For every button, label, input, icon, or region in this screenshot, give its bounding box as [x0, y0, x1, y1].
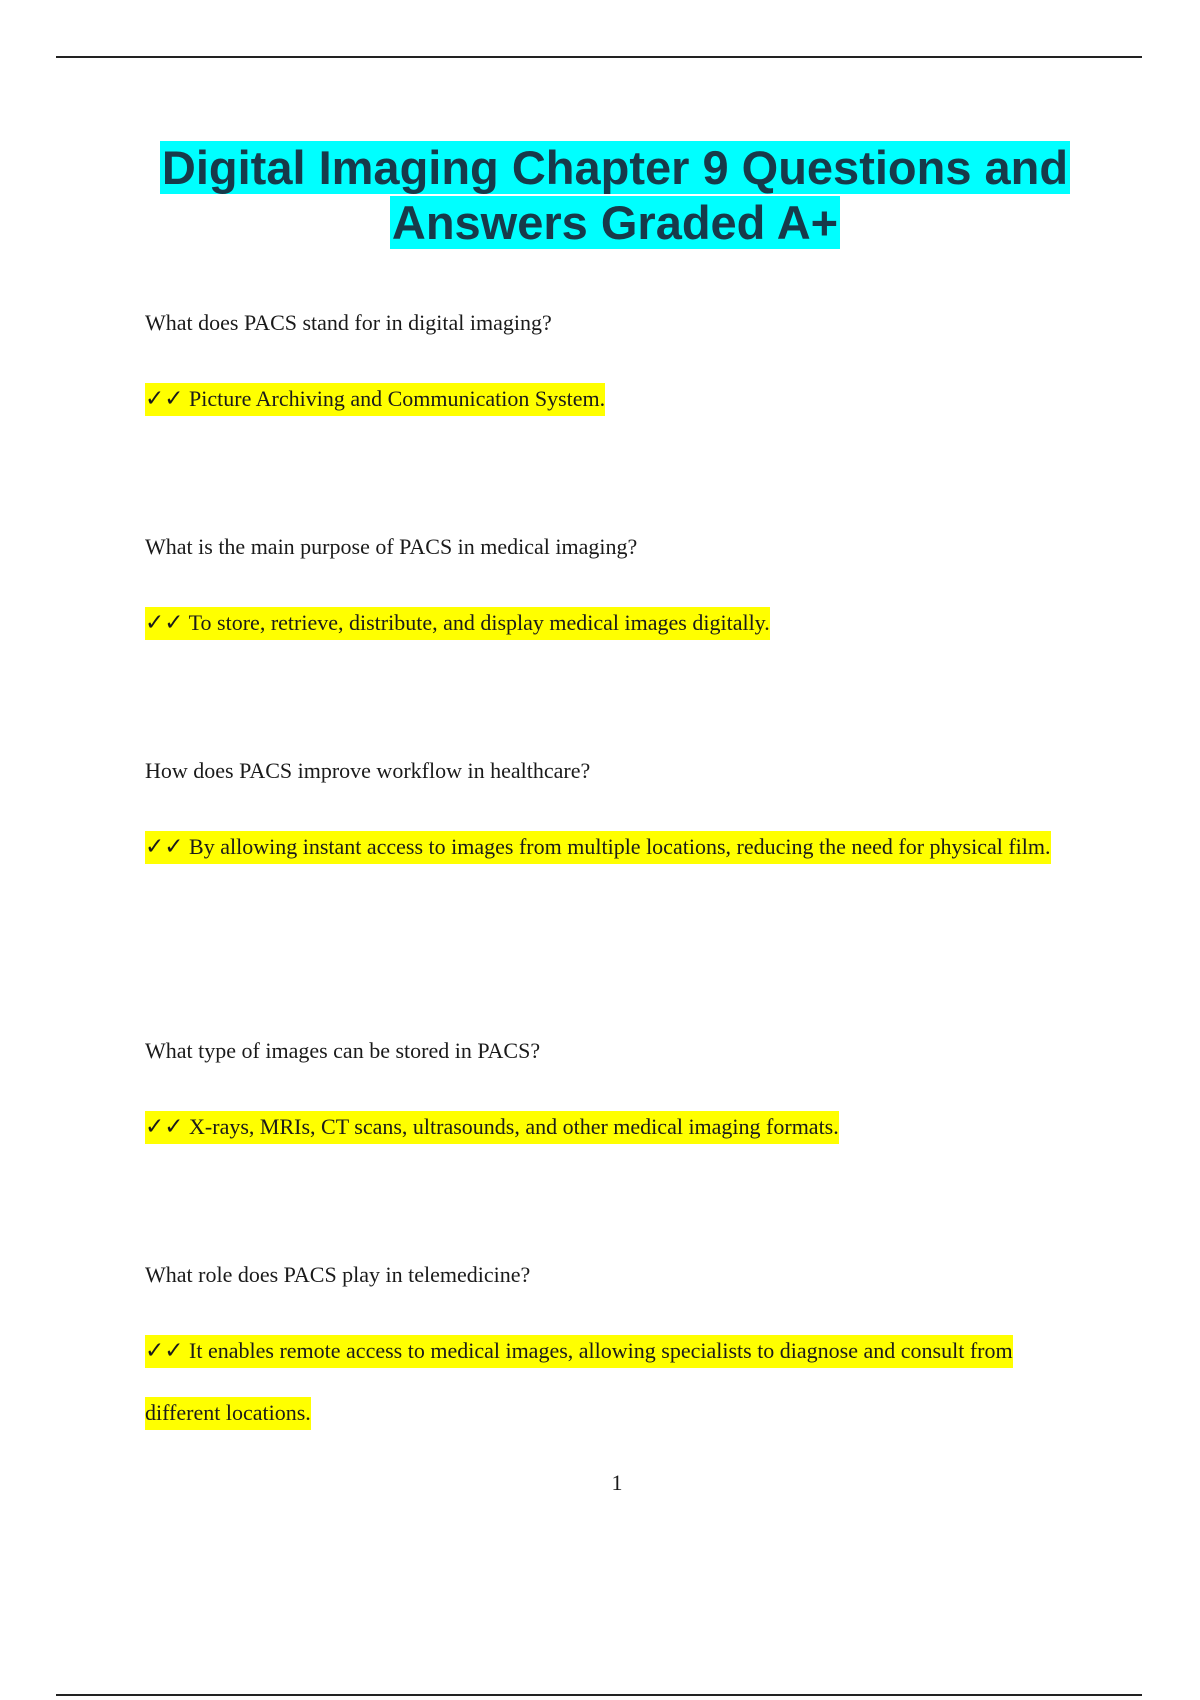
double-check-icon: ✓✓: [145, 386, 184, 412]
double-check-icon: ✓✓: [145, 834, 184, 860]
answer-body: Picture Archiving and Communication System.: [189, 386, 606, 411]
bottom-rule: [56, 1694, 1142, 1696]
double-check-icon: ✓✓: [145, 610, 184, 636]
answer-text: [145, 816, 1085, 878]
title-line-1: Digital Imaging Chapter 9 Questions and: [161, 141, 1069, 194]
answer-body: It enables remote access to medical images, allowing specialists to diagnose and consult from different locations.: [145, 1338, 1013, 1425]
question-text: What role does PACS play in telemedicine?: [145, 1262, 531, 1287]
answer-body: X-rays, MRIs, CT scans, ultrasounds, and other medical imaging formats.: [189, 1114, 839, 1139]
answer-body: By allowing instant access to images from multiple locations, reducing the need for physical film.: [189, 834, 1051, 859]
double-check-icon: ✓✓: [145, 1114, 184, 1140]
answer-text: [145, 368, 1085, 430]
answer-text: [145, 1320, 1085, 1443]
answer-text: [145, 1096, 1085, 1158]
top-rule: [56, 56, 1142, 58]
question-text: What type of images can be stored in PACS?: [145, 1038, 541, 1063]
question-text: How does PACS improve workflow in healthcare?: [145, 758, 591, 783]
answer-body: To store, retrieve, distribute, and display medical images digitally.: [188, 610, 770, 635]
document-title: [60, 140, 1170, 250]
question-text: What is the main purpose of PACS in medical imaging?: [145, 534, 638, 559]
answer-text: [145, 592, 1085, 654]
question-text: What does PACS stand for in digital imaging?: [145, 310, 552, 335]
title-line-2: Answers Graded A+: [391, 196, 839, 249]
page-number: 1: [611, 1470, 623, 1495]
double-check-icon: ✓✓: [145, 1338, 184, 1364]
